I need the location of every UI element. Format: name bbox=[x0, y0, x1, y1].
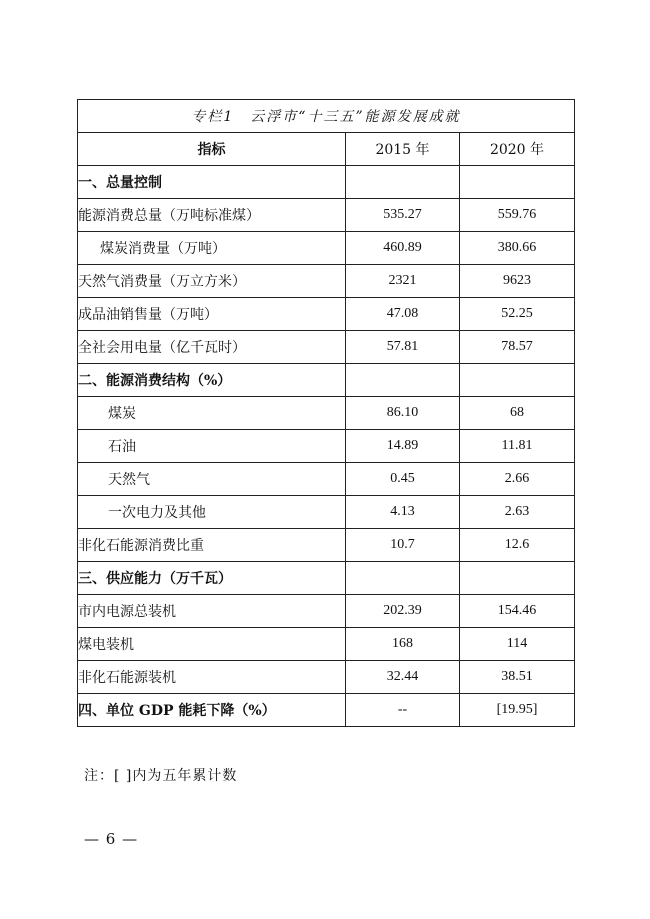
row-label: 煤炭消费量（万吨） bbox=[78, 232, 346, 265]
row-label: 二、能源消费结构（%） bbox=[78, 364, 346, 397]
table-title: 专栏1 云浮市“十三五”能源发展成就 bbox=[78, 100, 575, 133]
header-2015: 2015 年 bbox=[346, 133, 460, 166]
table-row bbox=[78, 463, 575, 496]
row-label: 一次电力及其他 bbox=[78, 496, 346, 529]
table-row bbox=[78, 397, 575, 430]
value-2015: 4.13 bbox=[346, 496, 460, 529]
table-row bbox=[78, 331, 575, 364]
value-2015 bbox=[346, 364, 460, 397]
value-2020: 78.57 bbox=[460, 331, 575, 364]
table-header-row bbox=[78, 133, 575, 166]
row-label: 煤电装机 bbox=[78, 628, 346, 661]
value-2015 bbox=[346, 562, 460, 595]
value-2020: 12.6 bbox=[460, 529, 575, 562]
table-row bbox=[78, 694, 575, 727]
value-2015: 168 bbox=[346, 628, 460, 661]
row-label: 石油 bbox=[78, 430, 346, 463]
table-row bbox=[78, 628, 575, 661]
value-2020: 2.63 bbox=[460, 496, 575, 529]
row-label: 三、供应能力（万千瓦） bbox=[78, 562, 346, 595]
value-2020: 68 bbox=[460, 397, 575, 430]
value-2015: 32.44 bbox=[346, 661, 460, 694]
row-label: 成品油销售量（万吨） bbox=[78, 298, 346, 331]
value-2015: 2321 bbox=[346, 265, 460, 298]
value-2015: 0.45 bbox=[346, 463, 460, 496]
row-label: 全社会用电量（亿千瓦时） bbox=[78, 331, 346, 364]
value-2020: [19.95] bbox=[460, 694, 575, 727]
value-2015: 10.7 bbox=[346, 529, 460, 562]
row-label: 四、单位 GDP 能耗下降（%） bbox=[78, 694, 346, 727]
value-2015: 202.39 bbox=[346, 595, 460, 628]
value-2020: 11.81 bbox=[460, 430, 575, 463]
table-row bbox=[78, 595, 575, 628]
value-2015: -- bbox=[346, 694, 460, 727]
value-2020 bbox=[460, 562, 575, 595]
value-2015: 535.27 bbox=[346, 199, 460, 232]
value-2020: 559.76 bbox=[460, 199, 575, 232]
value-2020: 2.66 bbox=[460, 463, 575, 496]
value-2015: 460.89 bbox=[346, 232, 460, 265]
value-2015 bbox=[346, 166, 460, 199]
value-2015: 47.08 bbox=[346, 298, 460, 331]
table-row bbox=[78, 364, 575, 397]
table-row bbox=[78, 430, 575, 463]
value-2020: 154.46 bbox=[460, 595, 575, 628]
row-label: 一、总量控制 bbox=[78, 166, 346, 199]
value-2015: 57.81 bbox=[346, 331, 460, 364]
row-label: 天然气 bbox=[78, 463, 346, 496]
row-label: 天然气消费量（万立方米） bbox=[78, 265, 346, 298]
table-row bbox=[78, 232, 575, 265]
table-row bbox=[78, 265, 575, 298]
table-row bbox=[78, 496, 575, 529]
value-2015: 14.89 bbox=[346, 430, 460, 463]
header-2020: 2020 年 bbox=[460, 133, 575, 166]
row-label: 能源消费总量（万吨标准煤） bbox=[78, 199, 346, 232]
value-2020: 52.25 bbox=[460, 298, 575, 331]
row-label: 市内电源总装机 bbox=[78, 595, 346, 628]
value-2015: 86.10 bbox=[346, 397, 460, 430]
row-label: 煤炭 bbox=[78, 397, 346, 430]
value-2020: 38.51 bbox=[460, 661, 575, 694]
table-row bbox=[78, 199, 575, 232]
table-row bbox=[78, 661, 575, 694]
row-label: 非化石能源消费比重 bbox=[78, 529, 346, 562]
value-2020 bbox=[460, 364, 575, 397]
value-2020: 380.66 bbox=[460, 232, 575, 265]
table-title-row bbox=[78, 100, 575, 133]
value-2020: 114 bbox=[460, 628, 575, 661]
table-row bbox=[78, 529, 575, 562]
table-row bbox=[78, 298, 575, 331]
row-label: 非化石能源装机 bbox=[78, 661, 346, 694]
table-row bbox=[78, 562, 575, 595]
value-2020: 9623 bbox=[460, 265, 575, 298]
page-number: — 6 — bbox=[84, 830, 139, 848]
value-2020 bbox=[460, 166, 575, 199]
table-footnote: 注：[ ]内为五年累计数 bbox=[84, 768, 238, 784]
table-row bbox=[78, 166, 575, 199]
header-indicator: 指标 bbox=[78, 133, 346, 166]
energy-achievement-table bbox=[77, 99, 575, 727]
